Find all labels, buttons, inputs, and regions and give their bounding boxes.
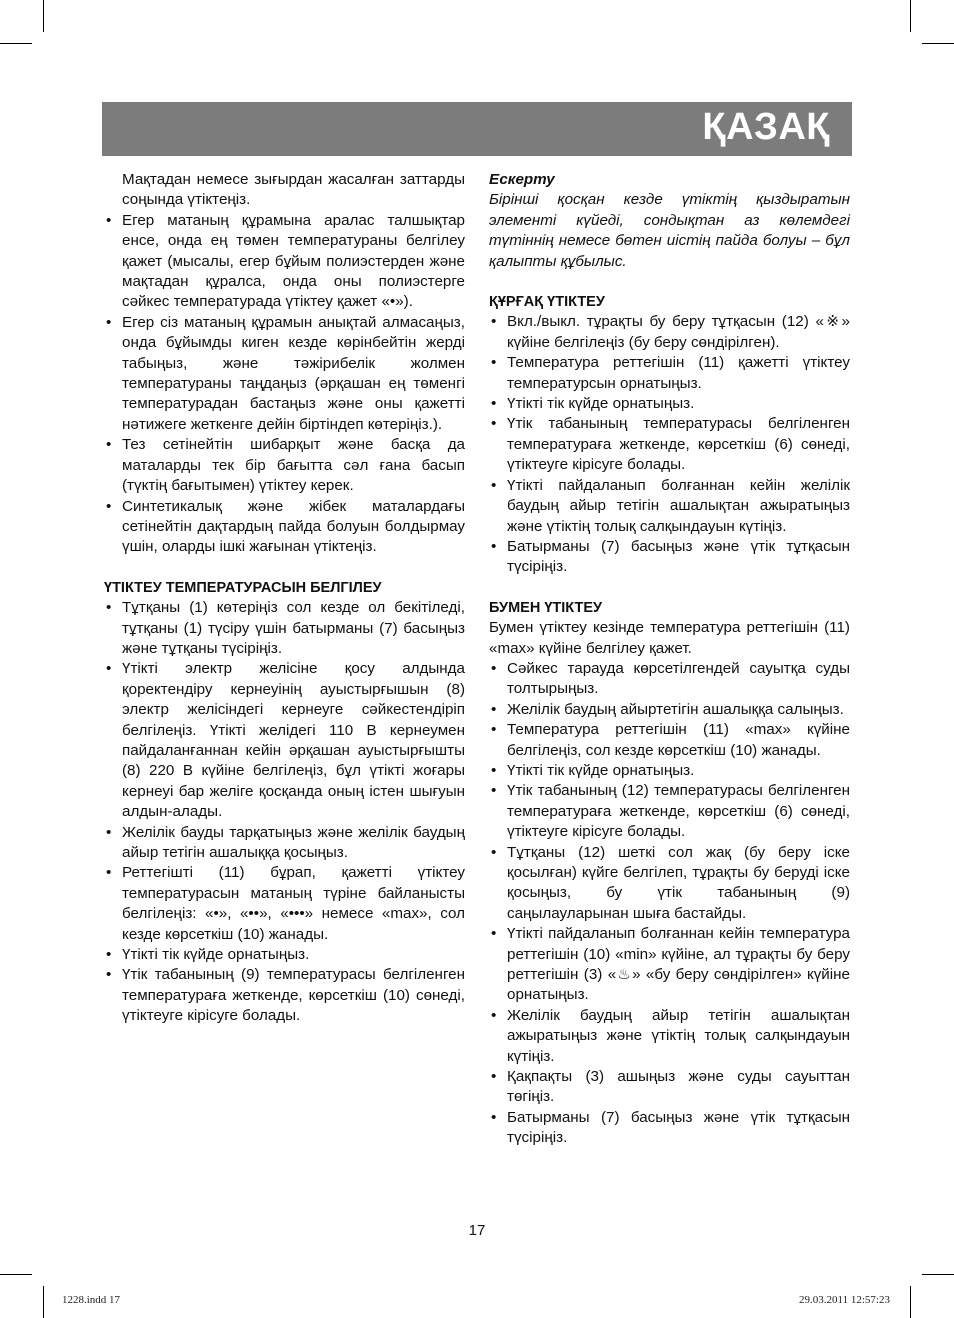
crop-mark xyxy=(0,43,32,44)
list-item: • Реттегішті (11) бұрап, қажетті үтіктеу температурасын матаның түріне байланысты белгілеңіз: «•», «••», «•••» немесе «max», сол кезде көрсеткіш (10) жанады. xyxy=(104,863,465,945)
list-item: • Үтікті пайдаланып болғаннан кейін желілік баудың айыр тетігін ашалықтан ажыратыңыз және үтіктің толық салқындауын күтіңіз. xyxy=(489,476,850,537)
note-title: Ескерту xyxy=(489,171,555,188)
list-item: • Сәйкес тарауда көрсетілгендей сауытқа суды толтырыңыз. xyxy=(489,659,850,700)
list-item: • Егер сіз матаның құрамын анықтай алмасаңыз, онда бұйымды киген кезде көрінбейтін жерді табыңыз, және тәжірибелік жолмен температураны таңдаңыз (әрқашан ең төменгі температурадан бастаңыз және оны қажетті нәтижеге жеткенге дейін біртіндеп көтеріңіз.). xyxy=(104,313,465,435)
list-item: • Үтікті тік күйде орнатыңыз. xyxy=(489,394,850,414)
list-item: • Желілік баудың айыртетігін ашалыққа салыңыз. xyxy=(489,700,850,720)
steam-ironing-list xyxy=(489,659,850,1149)
list-item: • Тұтқаны (1) көтеріңіз сол кезде ол бекітіледі, тұтқаны (1) түсіру үшін батырманы (7) басыңыз және тұтқаны түсіріңіз. xyxy=(104,598,465,659)
crop-mark xyxy=(910,0,911,32)
list-item: • Үтікті тік күйде орнатыңыз. xyxy=(489,761,850,781)
language-header-band xyxy=(102,102,852,156)
list-item: • Қақпақты (3) ашыңыз және суды сауыттан төгіңіз. xyxy=(489,1067,850,1108)
left-column xyxy=(104,170,465,1027)
crop-mark xyxy=(922,1274,954,1275)
page-number: 17 xyxy=(468,1222,486,1239)
dry-ironing-list xyxy=(489,312,850,577)
section-heading-dry-ironing: ҚҰРҒАҚ ҮТІКТЕУ xyxy=(489,294,605,311)
fabric-tips-list xyxy=(104,211,465,558)
file-slug: 1228.indd 17 xyxy=(62,1294,121,1306)
list-item: • Батырманы (7) басыңыз және үтік тұтқасын түсіріңіз. xyxy=(489,537,850,578)
continued-paragraph: Мақтадан немесе зығырдан жасалған заттарды соңында үтіктеңіз. xyxy=(122,171,465,209)
list-item: • Температура реттегішін (11) «max» күйіне белгілеңіз, сол кезде көрсеткіш (10) жанады. xyxy=(489,720,850,761)
list-item: • Тез сетінейтін шибарқыт және басқа да маталарды тек бір бағытта сәл ғана басып (түктің бағытымен) үтіктеу керек. xyxy=(104,435,465,496)
list-item: • Синтетикалық және жібек маталардағы сетінейтін дақтардың пайда болуын болдырмау үшін, оларды ішкі жағынан үтіктеңіз. xyxy=(104,497,465,558)
right-column xyxy=(489,170,850,1149)
list-item: • Батырманы (7) басыңыз және үтік тұтқасын түсіріңіз. xyxy=(489,1108,850,1149)
list-item: • Тұтқаны (12) шеткі сол жақ (бу беру іске қосылған) күйге белгілеп, тұрақты бу беруді іске қосыңыз, бу үтік табанының (9) саңылауларынан шыға бастайды. xyxy=(489,843,850,925)
list-item: • Үтік табанының (9) температурасы белгіленген температураға жеткенде, көрсеткіш (10) сөнеді, үтіктеуге кірісуге болады. xyxy=(104,965,465,1026)
crop-mark xyxy=(922,43,954,44)
crop-mark xyxy=(43,1286,44,1318)
list-item: • Егер матаның құрамына аралас талшықтар енсе, онда ең төмен температураны белгілеу қажет (мысалы, егер бұйым полиэстерден және мақтадан құралса, онда оны полиэстерге сәйкес температурада үтіктеу қажет «•»). xyxy=(104,211,465,313)
list-item: • Вкл./выкл. тұрақты бу беру тұтқасын (12) «※» күйіне белгілеңіз (бу беру сөндірілген). xyxy=(489,312,850,353)
date-slug: 29.03.2011 12:57:23 xyxy=(799,1294,890,1306)
list-item: • Температура реттегішін (11) қажетті үтіктеу температурсын орнатыңыз. xyxy=(489,353,850,394)
steam-intro: Бумен үтіктеу кезінде температура реттегішін (11) «max» күйіне белгілеу қажет. xyxy=(489,619,850,657)
list-item: • Желілік бауды тарқатыңыз және желілік баудың айыр тетігін ашалыққа қосыңыз. xyxy=(104,823,465,864)
note-text: Бірінші қосқан кезде үтіктің қыздыратын элементі күйеді, сондықтан аз көлемдегі түтіннің немесе бөтен иістің пайда болуы – бұл қалыпты құбылыс. xyxy=(489,191,850,270)
section-heading-temperature: ҮТІКТЕУ ТЕМПЕРАТУРАСЫН БЕЛГІЛЕУ xyxy=(104,579,382,596)
list-item: • Үтік табанының (12) температурасы белгіленген температураға жеткенде, көрсеткіш (6) сөнеді, үтіктеуге кірісуге болады. xyxy=(489,781,850,842)
list-item: • Үтікті тік күйде орнатыңыз. xyxy=(104,945,465,965)
crop-mark xyxy=(910,1286,911,1318)
language-title: ҚАЗАҚ xyxy=(702,106,830,148)
list-item: • Үтікті электр желісіне қосу алдында қоректендіру кернеуінің ауыстырғышын (8) электр желісіндегі кернеуге сәйкестендіріп белгілеңіз. Үтікті желідегі 110 В кернеумен пайдаланғаннан кейін әрқашан ауыстырғышты (8) 220 В күйіне белгілеңіз, бұл үтікті жоғары кернеуі бар желіге қосқанда оның істен шығуын алдын-алады. xyxy=(104,659,465,822)
section-heading-steam-ironing: БУМЕН ҮТІКТЕУ xyxy=(489,599,603,616)
crop-mark xyxy=(43,0,44,32)
crop-mark xyxy=(0,1274,32,1275)
list-item: • Желілік баудың айыр тетігін ашалықтан ажыратыңыз және үтіктің толық салқындауын күтіңіз. xyxy=(489,1006,850,1067)
list-item: • Үтік табанының температурасы белгіленген температураға жеткенде, көрсеткіш (6) сөнеді, үтіктеуге кірісуге болады. xyxy=(489,414,850,475)
list-item: • Үтікті пайдаланып болғаннан кейін температура реттегішін (10) «min» күйіне, ал тұрақты бу беру реттегішін (3) «♨» «бу беру сөндірілген» күйіне орнатыңыз. xyxy=(489,924,850,1006)
temperature-steps-list xyxy=(104,598,465,1027)
